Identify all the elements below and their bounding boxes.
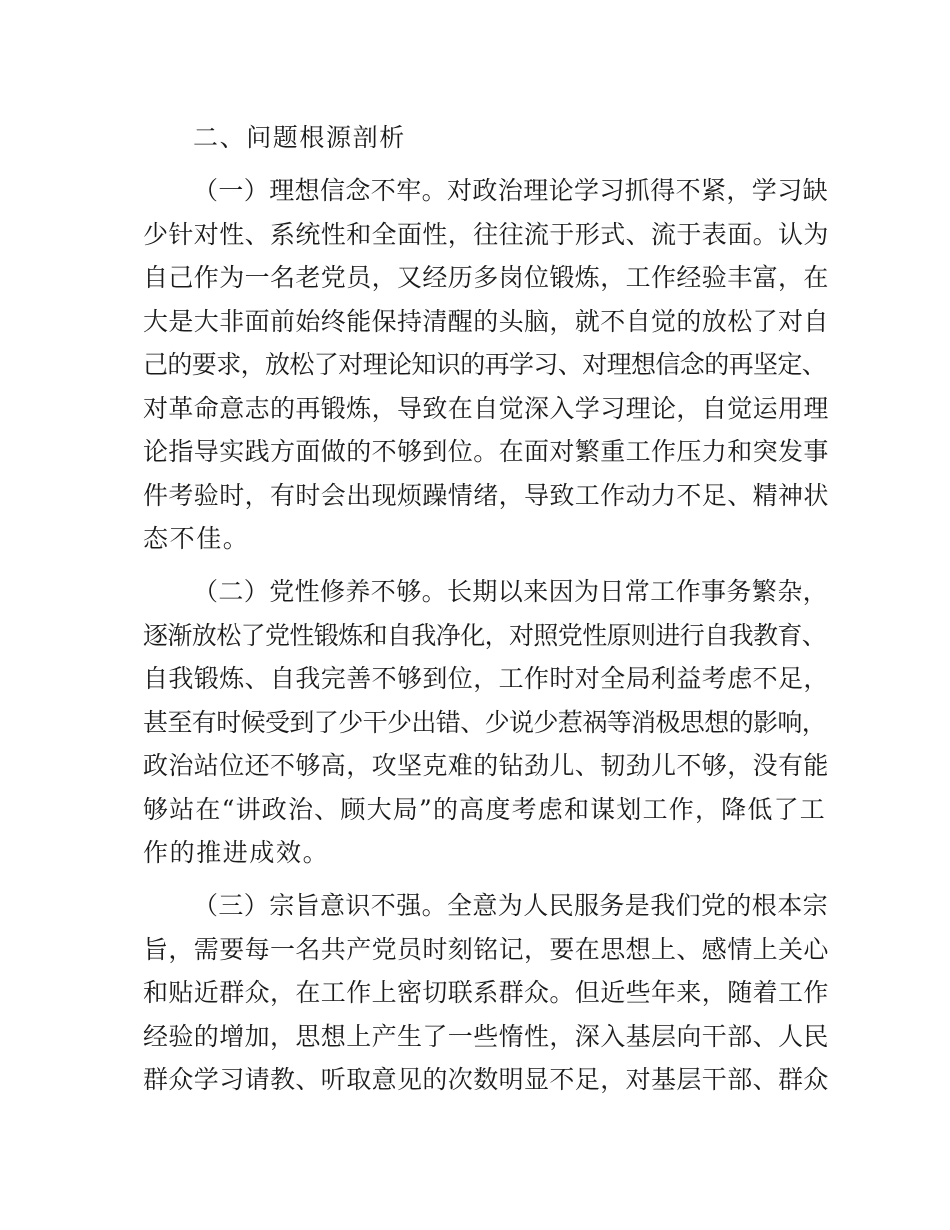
paragraph-1-line-3: 自己作为一名老党员，又经历多岗位锻炼，工作经验丰富，在 <box>143 263 829 292</box>
paragraph-3-line-5: 群众学习请教、听取意见的次数明显不足，对基层干部、群众 <box>143 1065 829 1094</box>
paragraph-2-line-3: 自我锻炼、自我完善不够到位，工作时对全局利益考虑不足， <box>143 664 829 693</box>
paragraph-3-line-1: （三）宗旨意识不强。全意为人民服务是我们党的根本宗 <box>193 891 829 920</box>
paragraph-1-line-4: 大是大非面前始终能保持清醒的头脑，就不自觉的放松了对自 <box>143 307 829 336</box>
paragraph-3-line-4: 经验的增加，思想上产生了一些惰性，深入基层向干部、人民 <box>143 1022 829 1051</box>
paragraph-2-line-4: 甚至有时候受到了少干少出错、少说少惹祸等消极思想的影响， <box>143 708 827 737</box>
paragraph-1-line-7: 论指导实践方面做的不够到位。在面对繁重工作压力和突发事 <box>143 437 829 466</box>
paragraph-3-line-3: 和贴近群众，在工作上密切联系群众。但近些年来，随着工作 <box>143 978 829 1007</box>
paragraph-2-line-2: 逐渐放松了党性锻炼和自我净化，对照党性原则进行自我教育、 <box>143 621 827 650</box>
paragraph-1-line-1: （一）理想信念不牢。对政治理论学习抓得不紧，学习缺 <box>193 176 829 205</box>
paragraph-2-line-1: （二）党性修养不够。长期以来因为日常工作事务繁杂， <box>193 577 829 606</box>
paragraph-1-line-8: 件考验时，有时会出现烦躁情绪，导致工作动力不足、精神状 <box>143 481 829 510</box>
paragraph-1-line-2: 少针对性、系统性和全面性，往往流于形式、流于表面。认为 <box>143 220 829 249</box>
paragraph-2-line-5: 政治站位还不够高，攻坚克难的钻劲儿、韧劲儿不够，没有能 <box>143 751 829 780</box>
paragraph-1-line-6: 对革命意志的再锻炼，导致在自觉深入学习理论，自觉运用理 <box>143 394 829 423</box>
section-heading: 二、问题根源剖析 <box>193 123 406 152</box>
paragraph-3-line-2: 旨，需要每一名共产党员时刻铭记，要在思想上、感情上关心 <box>143 935 829 964</box>
paragraph-1-line-9: 态不佳。 <box>143 524 250 553</box>
paragraph-1-line-5: 己的要求，放松了对理论知识的再学习、对理想信念的再坚定、 <box>143 350 827 379</box>
paragraph-2-line-6: 够站在“讲政治、顾大局”的高度考虑和谋划工作，降低了工 <box>143 795 826 824</box>
paragraph-2-line-7: 作的推进成效。 <box>143 838 330 867</box>
